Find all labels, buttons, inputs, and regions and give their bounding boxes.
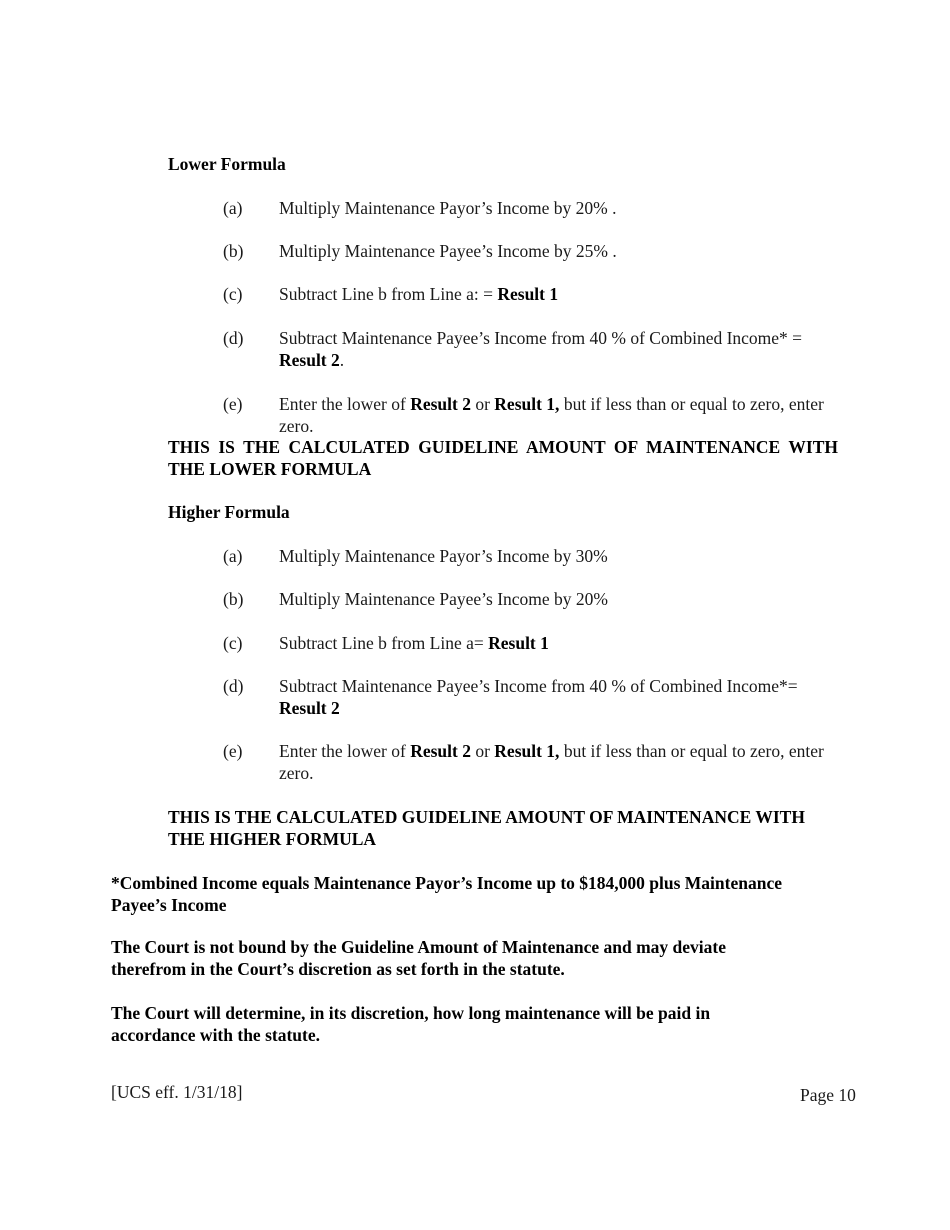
lower-item-b-label: (b): [223, 241, 244, 261]
lower-item-b-text: Multiply Maintenance Payee’s Income by 25% .: [279, 241, 617, 261]
footer-form-id: [UCS eff. 1/31/18]: [111, 1082, 243, 1102]
lower-item-e-label: (e): [223, 394, 243, 414]
lower-item-a-label: (a): [223, 198, 243, 218]
higher-item-b-text: Multiply Maintenance Payee’s Income by 20%: [279, 589, 609, 609]
combined-income-note: *Combined Income equals Maintenance Payor’s Income up to $184,000 plus Maintenance Payee’s Income: [111, 873, 782, 915]
higher-item-a-label: (a): [223, 546, 243, 566]
lower-formula-banner: THIS IS THE CALCULATED GUIDELINE AMOUNT OF MAINTENANCE WITH THE LOWER FORMULA: [168, 437, 838, 479]
duration-note: The Court will determine, in its discretion, how long maintenance will be paid in accordance with the statute.: [111, 1003, 711, 1045]
lower-item-e-text: Enter the lower of Result 2 or Result 1, but if less than or equal to zero, enter zero.: [279, 394, 824, 436]
lower-item-a-text: Multiply Maintenance Payor’s Income by 20% .: [279, 198, 617, 218]
higher-item-d-label: (d): [223, 676, 244, 696]
higher-formula-banner: THIS IS THE CALCULATED GUIDELINE AMOUNT OF MAINTENANCE WITH THE HIGHER FORMULA: [168, 807, 805, 849]
higher-item-c-text: Subtract Line b from Line a= Result 1: [279, 633, 549, 653]
lower-item-c-text: Subtract Line b from Line a: = Result 1: [279, 284, 559, 304]
higher-item-b-label: (b): [223, 589, 244, 609]
higher-item-d-text: Subtract Maintenance Payee’s Income from 40 % of Combined Income*= Result 2: [279, 676, 798, 718]
higher-item-e-text: Enter the lower of Result 2 or Result 1, but if less than or equal to zero, enter zero.: [279, 741, 824, 783]
lower-formula-heading: Lower Formula: [168, 154, 286, 174]
lower-item-d-text: Subtract Maintenance Payee’s Income from 40 % of Combined Income* = Result 2.: [279, 328, 803, 370]
lower-item-c-label: (c): [223, 284, 243, 304]
deviation-note: The Court is not bound by the Guideline Amount of Maintenance and may deviate therefrom in the Court’s discretion as set forth in the statute.: [111, 937, 726, 979]
higher-item-a-text: Multiply Maintenance Payor’s Income by 30%: [279, 546, 608, 566]
higher-formula-heading: Higher Formula: [168, 502, 290, 522]
page-number: Page 10: [800, 1085, 856, 1105]
lower-item-d-label: (d): [223, 328, 244, 348]
higher-item-c-label: (c): [223, 633, 243, 653]
higher-item-e-label: (e): [223, 741, 243, 761]
